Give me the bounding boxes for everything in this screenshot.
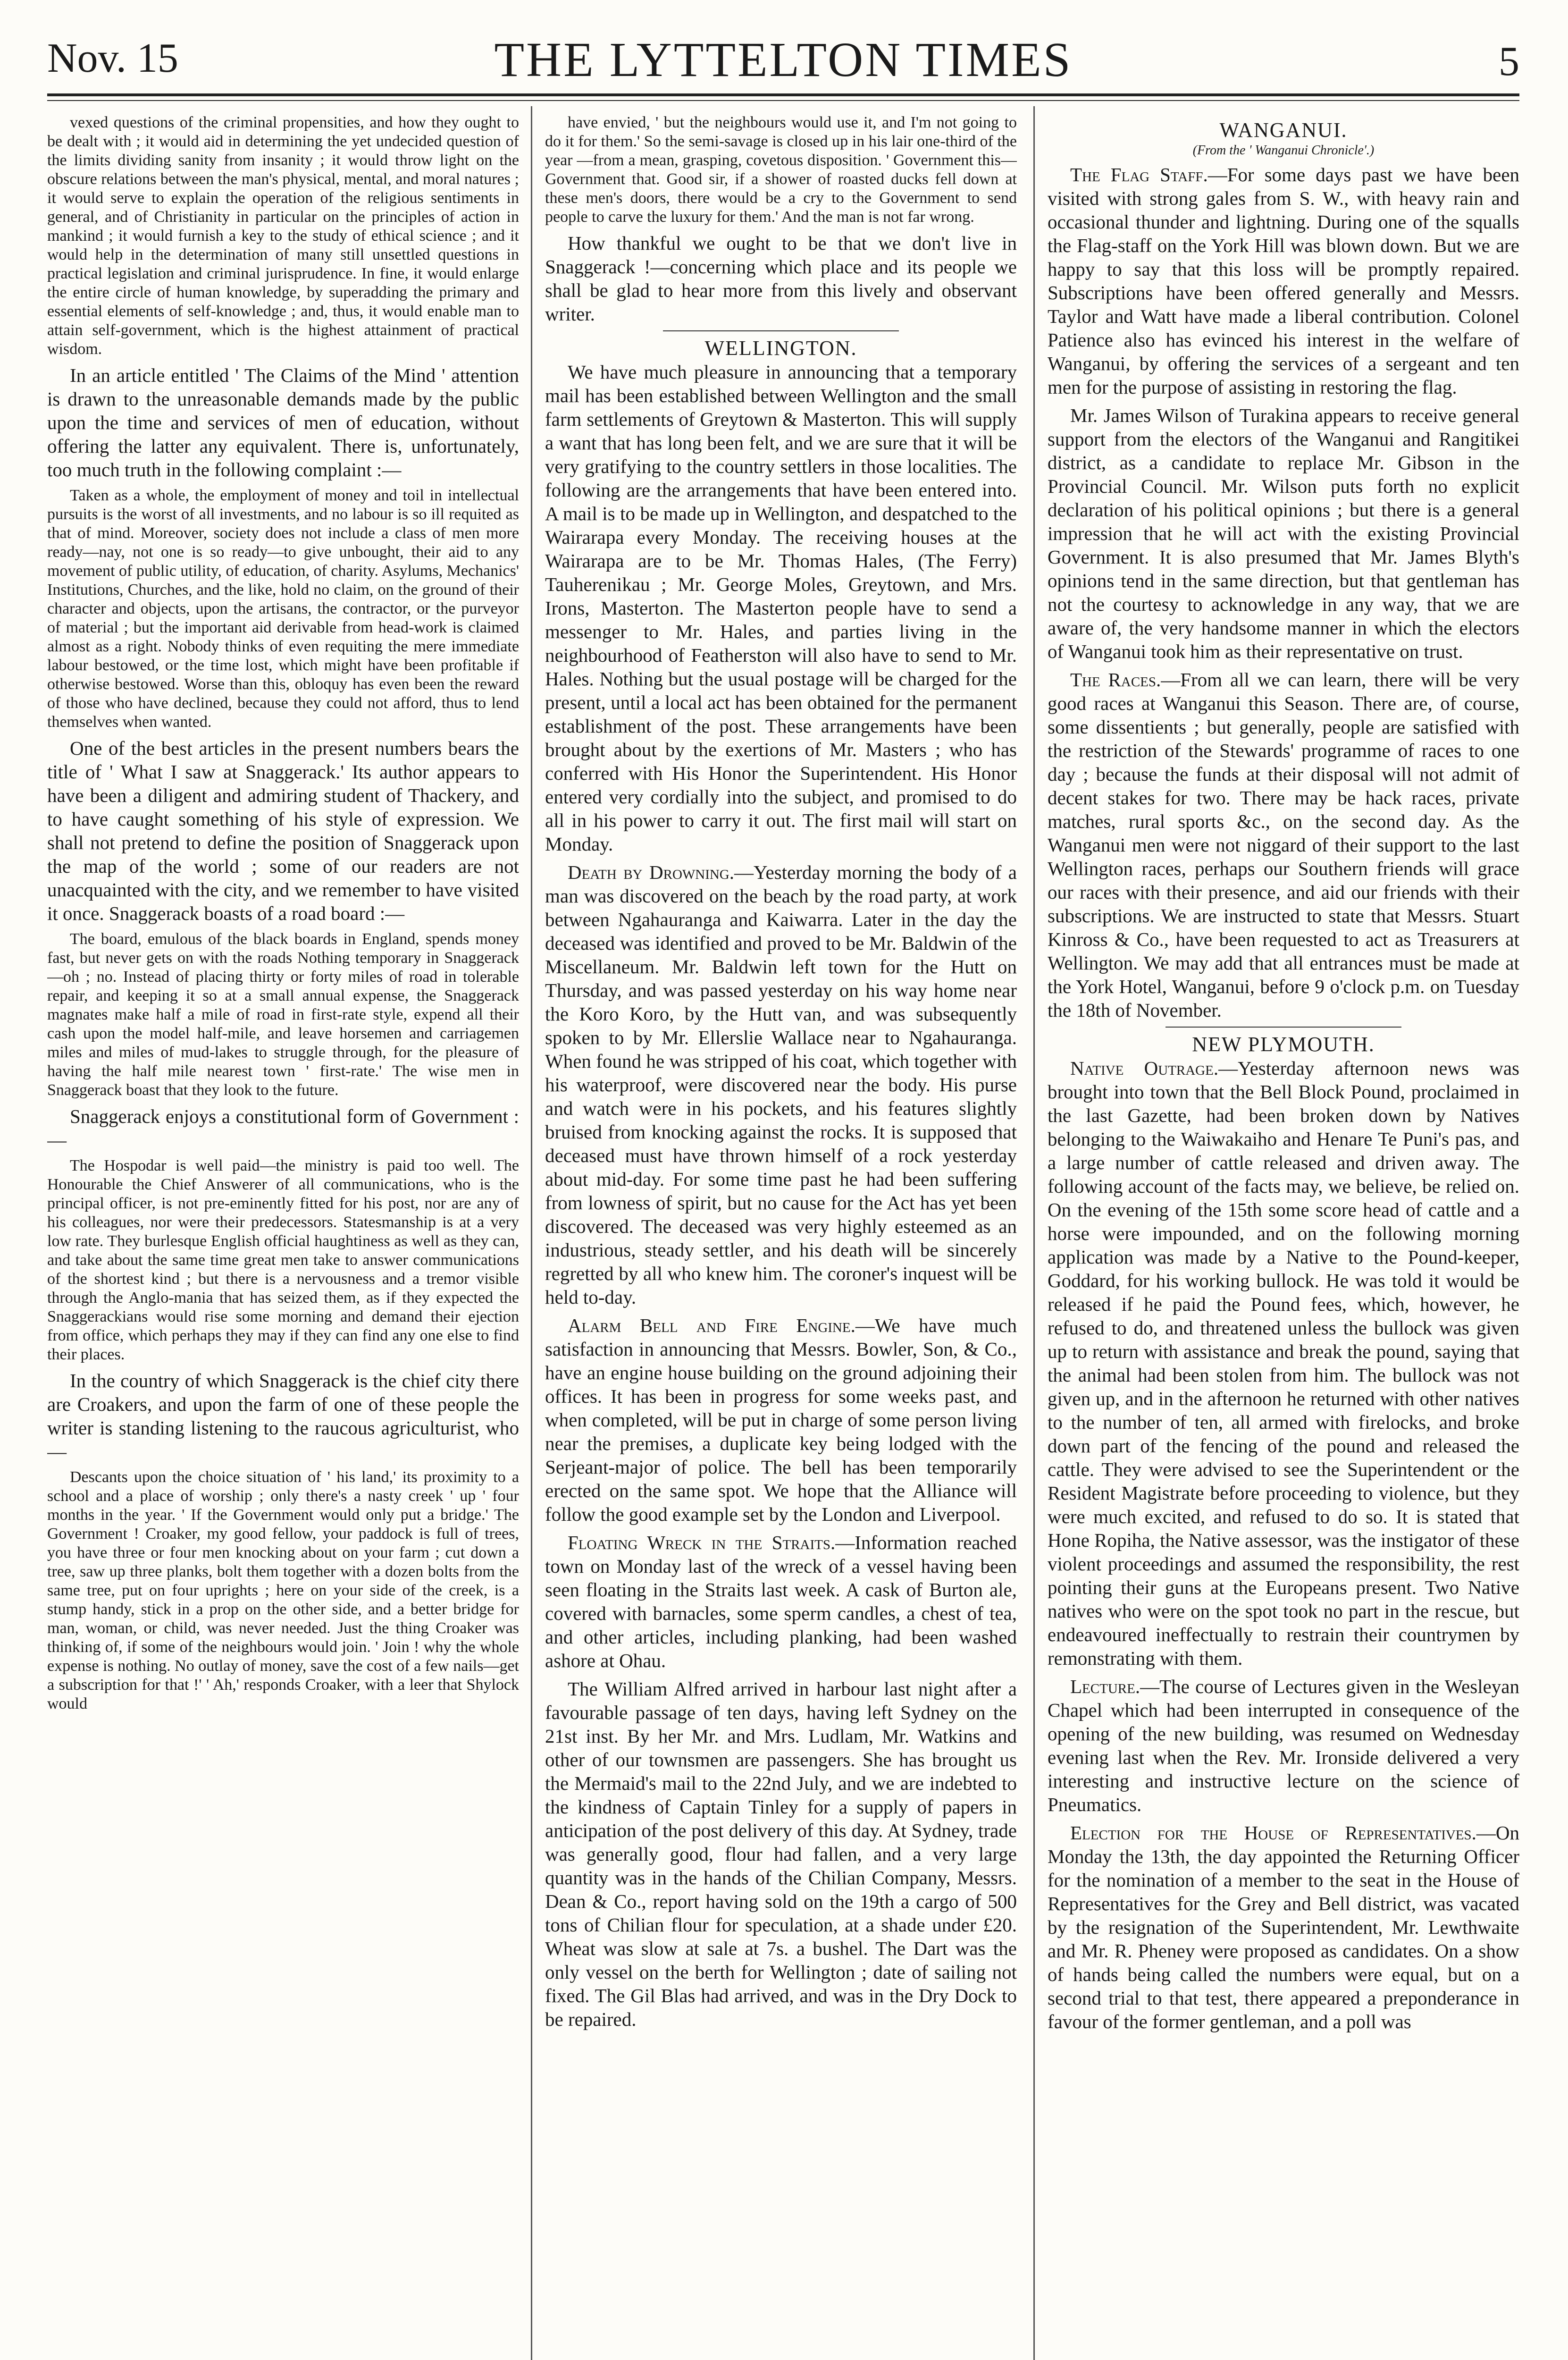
paragraph: The William Alfred arrived in harbour last night after a favourable passage of ten days, having left Sydney on the 21st inst. By her Mr. and Mrs. Ludlam, Mr. Watkins and other of our townsmen are passengers. She has brought us the Mermaid's mail to the 22nd July, and we are indebted to the kindness of Captain Tinley for a supply of papers in anticipation of the post delivery of this day. At Sydney, trade was generally good, flour had fallen, and a very large quantity was in the hands of the Chilian Company, Messrs. Dean & Co., report having sold on the 19th a cargo of 500 tons of Chilian flour for speculation, at a shade under £20. Wheat was slow at sale at 7s. a bushel. The Dart was the only vessel on the berth for Wellington ; date of sailing not fixed. The Gil Blas had arrived, and was in the Dry Dock to be repaired. <box>545 1678 1017 2030</box>
section-divider <box>663 330 899 331</box>
paragraph-text: —On Monday the 13th, the day appointed the Returning Officer for the nomination of a member to the seat in the House of Representatives for the Grey and Bell district, was vacated by the resignation of the Superintendent, Mr. Lewthwaite and Mr. R. Pheney were proposed as candidates. On a show of hands being called the numbers were equal, but on a second trial to that test, there appeared a preponderance in favour of the former gentleman, and a poll was <box>1048 1822 1519 2032</box>
paragraph-text: —Yesterday morning the body of a man was discovered on the beach by the road party, at work between Ngahauranga and Kaiwarra. Later in the day the deceased was identified and proved to be Mr. Baldwin of the Miscellaneum. Mr. Baldwin left town for the Hutt on Thursday, and was passed yesterday on his way home near the Koro Koro, by the Hutt van, and was subsequently spoken to by Mr. Ellerslie Wallace near to Ngahauranga. When found he was stripped of his coat, which together with his waterproof, were discovered near the body. His purse and watch were in his pockets, and his features slightly bruised from knocking against the rocks. It is supposed that deceased must have thrown himself of a rock yesterday about mid-day. For some time past he had been suffering from lowness of spirit, but no cause for the Act has yet been discovered. The deceased was very highly esteemed as an industrious, steady settler, and his death will be sincerely regretted by all who knew him. The coroner's inquest will be held to-day. <box>545 861 1017 1308</box>
paragraph: One of the best articles in the present numbers bears the title of ' What I saw at Snaggerack.' Its author appears to have been a diligent and admiring student of Thackery, and to have caught something of his style of expression. We shall not pretend to define the position of Snaggerack upon the map of the world ; some of our readers are not unacquainted with the city, and we remember to have visited it once. Snaggerack boasts of a road board :— <box>47 737 519 924</box>
paragraph: vexed questions of the criminal propensities, and how they ought to be dealt with ; it would aid in determining the yet undecided question of the limits dividing sanity from insanity ; it would throw light on the obscure relations between the man's physical, mental, and moral natures ; it would serve to explain the operation of the religious sentiments in general, and of Christianity in particular on the principles of action in mankind ; it would furnish a key to the study of ethical science ; and it would help in the determination of many still unsettled questions in practical legislation and criminal jurisprudence. In fine, it would enlarge the entire circle of human knowledge, by superadding the primary and essential elements of self-knowledge ; and, thus, it would enable man to attain self-government, which is the highest attainment of practical wisdom. <box>47 114 519 358</box>
paragraph-lead: Alarm Bell and Fire Engine. <box>568 1315 855 1336</box>
paragraph <box>1048 1821 1519 2033</box>
paragraph-lead: The Races. <box>1070 669 1161 691</box>
paragraph: How thankful we ought to be that we don't live in Snaggerack !—concerning which place and its people we shall be glad to hear more from this lively and observant writer. <box>545 232 1017 325</box>
section-source: (From the ' Wanganui Chronicle'.) <box>1192 143 1375 158</box>
paragraph: have envied, ' but the neighbours would use it, and I'm not going to do it for them.' So the semi-savage is closed up in his lair one-third of the year —from a mean, grasping, covetous disposition. ' Government this—Government that. Good sir, if a shower of roasted ducks fell down at these men's doors, there would be a cry to the Government to send people to carve the luxury for them.' And the man is not far wrong. <box>545 114 1017 226</box>
page-number: 5 <box>1499 39 1519 84</box>
paragraph-text: —Yesterday afternoon news was brought into town that the Bell Block Pound, proclaimed in the last Gazette, had been broken down by Natives belonging to the Waiwakaiho and Henare Te Puni's pas, and a large number of cattle released and driven away. The following account of the facts may, we believe, be relied on. On the evening of the 15th some score head of cattle and a horse were impounded, and on the following morning application was made by a Native to the Pound-keeper, Goddard, for his working bullock. He was told it would be released if he paid the Pound fees, which, however, he refused to do, and threatened unless the bullock was given up to return with assistance and break the pound, saying that the animal had been stolen from him. The bullock was not given up, and in the afternoon he returned with other natives to the number of ten, all armed with firelocks, and broke down part of the fencing of the pound and released the cattle. They were advised to see the Superintendent or the Resident Magistrate before proceeding to violence, but they were much excited, and refused to do so. It is stated that Hone Ropiha, the Native assessor, was the instigator of these violent proceedings and assumed the responsibility, the rest pointing their guns at the Europeans present. Two Native natives who were on the spot took no part in the rescue, but endeavoured ineffectually to restrain their countrymen by remonstrating with them. <box>1048 1057 1519 1669</box>
paragraph <box>545 1314 1017 1526</box>
header-rule-thin <box>47 100 1519 101</box>
paragraph-lead: Floating Wreck in the Straits. <box>568 1532 836 1553</box>
paragraph-lead: Native Outrage. <box>1070 1057 1219 1079</box>
section-divider <box>1166 1027 1401 1028</box>
paragraph-text: —From all we can learn, there will be very good races at Wanganui this Season. There are, of course, some dissentients ; but generally, people are satisfied with the restriction of the Stewards' programme of races to one day ; because the funds at their disposal will not admit of decent stakes for two. There may be hack races, private matches, rural sports &c., on the second day. As the Wanganui men were not niggard of their support to the last Wellington races, perhaps our Southern friends will grace our races with their presence, and aid our friends with their subscriptions. We are instructed to state that Messrs. Stuart Kinross & Co., have been requested to act as Treasurers at Wellington. We may add that all entrances must be made at the York Hotel, Wanganui, before 9 o'clock p.m. on Tuesday the 18th of November. <box>1048 669 1519 1021</box>
paragraph: In the country of which Snaggerack is the chief city there are Croakers, and upon the farm of one of these people the writer is standing listening to the raucous agriculturist, who— <box>47 1370 519 1462</box>
paragraph-lead: Election for the House of Representatives. <box>1070 1822 1476 1844</box>
header-rule <box>47 93 1519 96</box>
paragraph <box>1048 1056 1519 1670</box>
column-divider <box>1033 106 1035 2360</box>
paragraph-text: —We have much satisfaction in announcing that Messrs. Bowler, Son, & Co., have an engine house building on the ground adjoining their offices. It has been in progress for some weeks past, and when completed, will be put in charge of some person living near the premises, a duplicate key being lodged with the Serjeant-major of police. The bell has been temporarily erected on the same spot. We hope that the Alliance will follow the good example set by the London and Liverpool. <box>545 1315 1017 1525</box>
section-heading-new-plymouth: NEW PLYMOUTH. <box>1192 1033 1375 1056</box>
paragraph <box>1048 668 1519 1022</box>
column-divider <box>531 106 532 2360</box>
paragraph <box>1048 1675 1519 1816</box>
quotation: Taken as a whole, the employment of money and toil in intellectual pursuits is the worst of all investments, and no labour is so ill requited as that of mind. Moreover, society does not include a class of men more ready—nay, not one is so ready—to give unbought, their aid to any movement of public utility, of education, of charity. Asylums, Mechanics' Institutions, Churches, and the like, hold no claim, on the ground of their character and objects, upon the artisans, the contractor, or the purveyor of material ; but the important aid derivable from head-work is claimed almost as a right. Nobody thinks of even requiting the mere immediate labour bestowed, or the time lost, which might have been profitable if otherwise bestowed. Worse than this, obloquy has even been the reward of those who have declined, because they could not afford, thus to lend themselves when wanted. <box>47 487 519 731</box>
paragraph-lead: Lecture. <box>1070 1676 1140 1697</box>
paragraph <box>545 1531 1017 1672</box>
paragraph <box>545 860 1017 1309</box>
paragraph: Snaggerack enjoys a constitutional form of Government :— <box>47 1105 519 1151</box>
paragraph: In an article entitled ' The Claims of the Mind ' attention is drawn to the unreasonable demands made by the public upon the time and services of men of education, without offering the latter any equivalent. There is, unfortunately, too much truth in the following complaint :— <box>47 364 519 480</box>
column-1 <box>47 113 519 2360</box>
paragraph-text: —For some days past we have been visited with strong gales from S. W., with heavy rain and occasional thunder and lightning. During one of the squalls the Flag-staff on the York Hill was blown down. But we are happy to say that this loss will be promptly repaired. Subscriptions have been offered generally and Messrs. Taylor and Watt have made a liberal contribution. Colonel Patience also has evinced his interest in the welfare of Wanganui, by offering the services of a sergeant and ten men for the purpose of assisting in restoring the flag. <box>1048 164 1519 398</box>
paragraph-text: —The course of Lectures given in the Wesleyan Chapel which had been interrupted in consequence of the opening of the new building, was resumed on Wednesday evening last when the Rev. Mr. Ironside delivered a very interesting and instructive lecture on the science of Pneumatics. <box>1048 1676 1519 1815</box>
quotation: Descants upon the choice situation of ' his land,' its proximity to a school and a place of worship ; only there's a nasty creek ' up ' four months in the year. ' If the Government would only put a bridge.' The Government ! Croaker, my good fellow, your paddock is full of trees, you have three or four men knocking about on your farm ; cut down a tree, saw up three planks, bolt them together with a dozen bolts from the same tree, put on four uprights ; here on your side of the creek, is a stump handy, stick in a prop on the other side, and a better bridge for man, woman, or child, was never needed. Just the thing Croaker was thinking of, if some of the neighbours would join. ' Join ! why the whole expense is nothing. No outlay of money, save the cost of a few nails—get a subscription for that !' ' Ah,' responds Croaker, with a leer that Shylock would <box>47 1468 519 1712</box>
section-heading-wellington: WELLINGTON. <box>704 337 857 360</box>
quotation: The Hospodar is well paid—the ministry is paid too well. The Honourable the Chief Answerer of all communications, who is the principal officer, is not pre-eminently fitted for his post, nor are any of his colleagues, nor were their predecessors. Statesmanship is at a very low rate. They burlesque English official haughtiness as well as they can, and take about the same time great men take to answer communications of the shortest kind ; but there is a nervousness and a tremor visible through the Anglo-mania that has seized them, as if they expected the Snaggerackians would rise some morning and demand their ejection from office, which perhaps they may if they can find any one else to find their places. <box>47 1157 519 1363</box>
paragraph-lead: The Flag Staff. <box>1070 164 1208 185</box>
paragraph <box>1048 163 1519 399</box>
newspaper-title: THE LYTTELTON TIMES <box>494 33 1073 87</box>
quotation: The board, emulous of the black boards in England, spends money fast, but never gets on with the roads Nothing temporary in Snaggerack—oh ; no. Instead of placing thirty or forty miles of road in tolerable repair, and keeping it so at a small annual expense, the Snaggerack magnates make half a mile of road in first-rate style, expend all their cash upon the model half-mile, and leave horsemen and carriagemen miles and miles of mud-lakes to struggle through, for the pleasure of having the half mile nearest town ' first-rate.' The wise men in Snaggerack boast that they look to the future. <box>47 930 519 1099</box>
column-3 <box>1048 113 1519 2360</box>
paragraph: We have much pleasure in announcing that a temporary mail has been established between Wellington and the small farm settlements of Greytown & Masterton. This will supply a want that has long been felt, and we are sure that it will be very gratifying to the country settlers in those localities. The following are the arrangements that have been entered into. A mail is to be made up in Wellington, and despatched to the Wairarapa every Monday. The receiving houses at the Wairarapa are to be Mr. Thomas Hales, (The Ferry) Tauherenikau ; Mr. George Moles, Greytown, and Mrs. Irons, Masterton. The Masterton people have to send a messenger to Mr. Hales, and parties living in the neighbourhood of Featherston will also have to send to Mr. Hales. Nothing but the usual postage will be charged for the present, until a local act has been obtained for the permanent establishment of the post. These arrangements have been brought about by the exertions of Mr. Masters ; who has conferred with His Honor the Superintendent. His Honor entered very cordially into the subject, and promised to do all in his power to carry it out. The first mail will start on Monday. <box>545 361 1017 855</box>
paragraph-text: —Information reached town on Monday last of the wreck of a vessel having been seen floating in the Straits last week. A cask of Burton ale, covered with barnacles, some sperm candles, a chest of tea, and other articles, including planking, had been washed ashore at Ohau. <box>545 1532 1017 1671</box>
column-2 <box>545 113 1017 2360</box>
issue-date: Nov. 15 <box>47 35 178 81</box>
paragraph: Mr. James Wilson of Turakina appears to receive general support from the electors of the Wanganui and Rangitikei district, as a candidate to replace Mr. Gibson in the Provincial Council. Mr. Wilson puts forth no explicit declaration of his political opinions ; but there is a general impression that he will act with the existing Provincial Government. It is also presumed that Mr. James Blyth's opinions tend in the same direction, but that gentleman has not the courtesy to acknowledge in any way, that we are aware of, the very handsome manner in which the electors of Wanganui took him as their representative on trust. <box>1048 405 1519 662</box>
paragraph-lead: Death by Drowning. <box>568 861 735 883</box>
section-heading-wanganui: WANGANUI. <box>1219 118 1348 142</box>
